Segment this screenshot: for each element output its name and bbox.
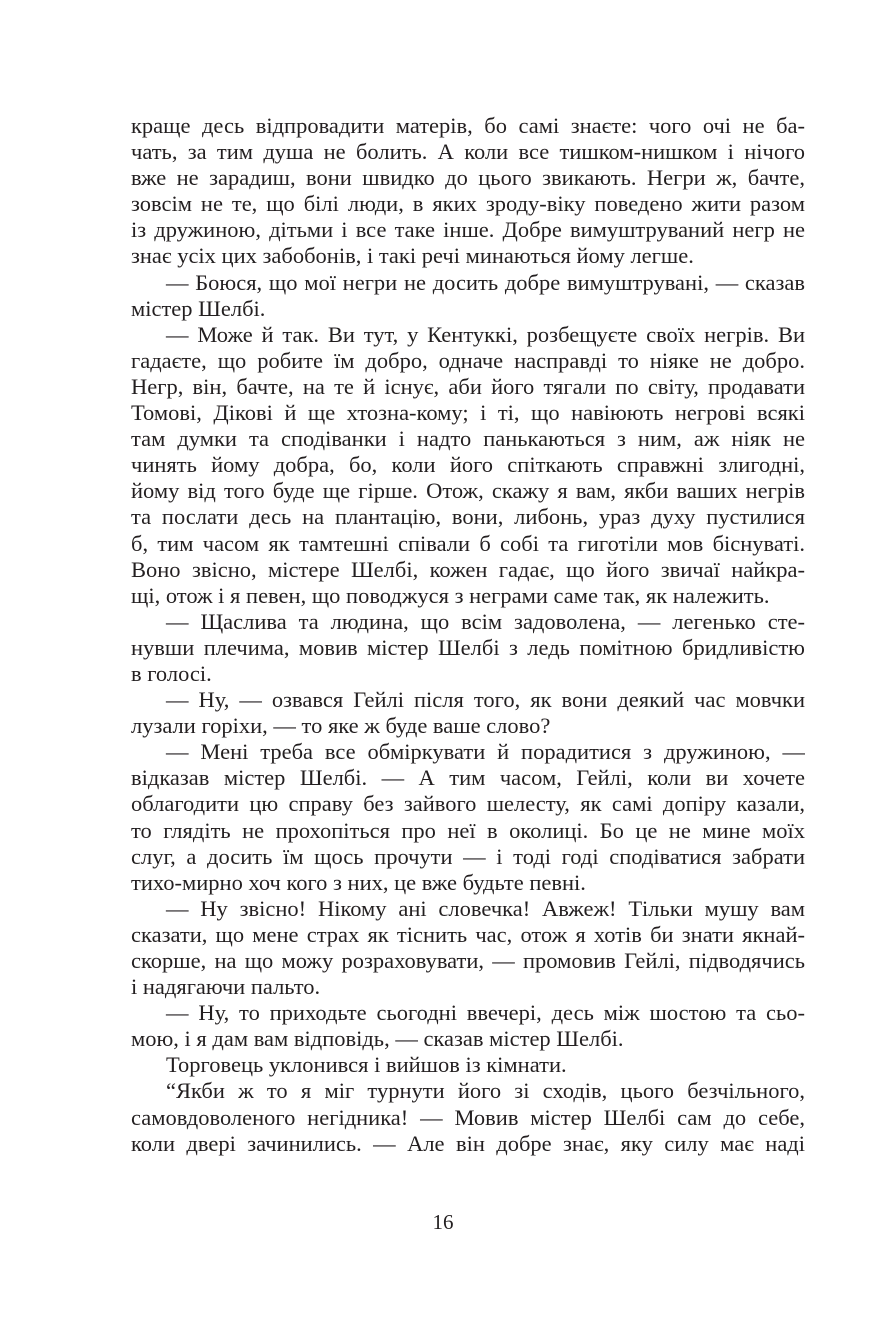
text-line: самовдоволеного негідника! — Мовив містер Шелбі сам до себе, xyxy=(131,1104,805,1130)
text-line: Воно звісно, містере Шелбі, кожен гадає, що його звичаї найкра- xyxy=(131,556,805,582)
text-line: — Ну, то приходьте сьогодні ввечері, десь між шостою та сьо- xyxy=(166,1000,805,1026)
page-number: 16 xyxy=(432,1210,454,1234)
text-line: та послати десь на плантацію, вони, либонь, ураз духу пустилися xyxy=(131,504,805,530)
text-line: скорше, на що можу розраховувати, — промовив Гейлі, підводячись xyxy=(131,948,805,973)
text-line: лузали горіхи, — то яке ж буде ваше слово? xyxy=(131,713,551,739)
text-line: чать, за тим душа не болить. А коли все тишком-нишком і нічого xyxy=(131,139,805,165)
text-line: слуг, а досить їм щось прочути — і тоді годі сподіватися забрати xyxy=(131,843,805,869)
text-line: вже не зарадиш, вони швидко до цього звикають. Негри ж, бачте, xyxy=(131,165,805,191)
text-line: то глядіть не прохопіться про неї в околиці. Бо це не мине моїх xyxy=(131,817,805,843)
text-line: Негр, він, бачте, на те й існує, аби його тягали по світу, продавати xyxy=(131,373,805,399)
text-line: мою, і я дам вам відповідь, — сказав містер Шелбі. xyxy=(131,1026,624,1052)
text-line: йому від того буде ще гірше. Отож, скажу я вам, якби ваших негрів xyxy=(131,478,805,504)
text-line: тихо-мирно хоч кого з них, це вже будьте певні. xyxy=(131,869,586,895)
text-line: — Може й так. Ви тут, у Кентуккі, розбещуєте своїх негрів. Ви xyxy=(166,321,805,347)
text-line: гадаєте, що робите їм добро, одначе насправді то ніяке не добро. xyxy=(131,347,805,373)
text-line: сказати, що мене страх як тіснить час, отож я хотів би знати якнай- xyxy=(131,921,805,947)
text-line: знає усіх цих забобонів, і такі речі минаються йому легше. xyxy=(131,243,694,269)
text-line: чинять йому добра, бо, коли його спіткають справжні злигодні, xyxy=(131,452,805,478)
text-line: б, тим часом як тамтешні співали б собі та гиготіли мов біснуваті. xyxy=(131,530,805,556)
text-line: щі, отож і я певен, що поводжуся з неграми саме так, як належить. xyxy=(131,582,770,608)
text-line: коли двері зачинились. — Але він добре знає, яку силу має наді xyxy=(131,1130,805,1156)
text-line: краще десь відпровадити матерів, бо самі знаєте: чого очі не ба- xyxy=(131,113,805,138)
text-line: — Щаслива та людина, що всім задоволена, — легенько сте- xyxy=(166,608,805,634)
text-line: із дружиною, дітьми і все таке інше. Добре вимуштруваний негр не xyxy=(131,217,805,243)
body-text xyxy=(131,113,805,1157)
text-line: в голосі. xyxy=(131,660,212,686)
text-line: і надягаючи пальто. xyxy=(131,974,321,1000)
text-line: облагодити цю справу без зайвого шелесту, як самі допіру казали, xyxy=(131,791,805,817)
text-line: — Ну, — озвався Гейлі після того, як вони деякий час мовчки xyxy=(166,687,805,713)
text-line: — Боюся, що мої негри не досить добре вимуштрувані, — сказав xyxy=(166,269,805,295)
text-line: — Мені треба все обміркувати й порадитися з дружиною, — xyxy=(166,739,805,765)
text-line: відказав містер Шелбі. — А тим часом, Гейлі, коли ви хочете xyxy=(131,765,805,791)
text-line: містер Шелбі. xyxy=(131,295,266,321)
text-line: Томові, Дікові й ще хтозна-кому; і ті, що навіюють негрові всякі xyxy=(131,400,805,426)
text-line: нувши плечима, мовив містер Шелбі з ледь помітною бридливістю xyxy=(131,634,805,660)
text-line: Торговець уклонився і вийшов із кімнати. xyxy=(166,1052,567,1078)
text-line: — Ну звісно! Нікому ані словечка! Авжеж! Тільки мушу вам xyxy=(166,895,805,921)
text-line: “Якби ж то я міг турнути його зі сходів, цього безчільного, xyxy=(166,1078,805,1104)
text-line: зовсім не те, що білі люди, в яких зроду-віку поведено жити разом xyxy=(131,191,805,217)
text-line: там думки та сподіванки і надто панькаються з ним, аж ніяк не xyxy=(131,426,805,452)
